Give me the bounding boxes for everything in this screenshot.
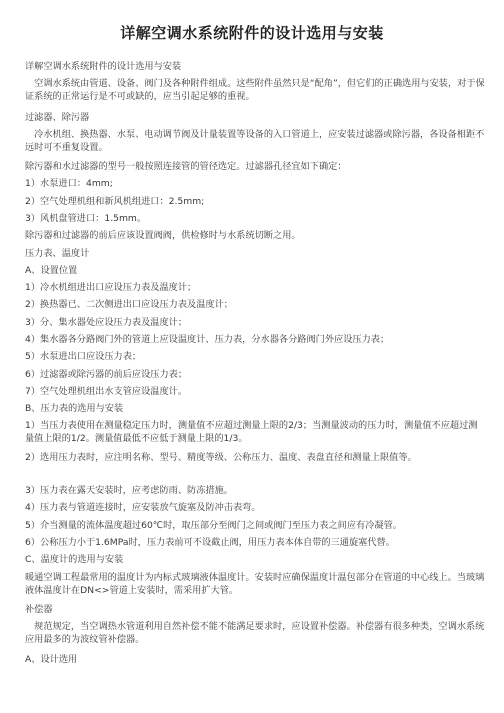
text-line: 2）选用压力表时，应注明名称、型号、精度等级、公称压力、温度、表盘直径和测量上限值等。: [25, 452, 417, 463]
text-line: 除污器和水过滤器的型号一般按照连接管的管径选定。过滤器孔径宜如下确定：: [25, 161, 347, 172]
text-line: 7）空气处理机组出水支管应设温度计。: [25, 386, 188, 397]
text-line: 5）介当测量的流体温度超过60℃时，取压部分至阀门之间或阀门至压力表之间应有冷凝管。: [25, 520, 402, 531]
text-line: 3）压力表在露天安装时，应考虑防雨、防冻措施。: [25, 485, 233, 496]
text-line: 6）过滤器或除污器的前后应设压力表；: [25, 369, 188, 380]
text-line: 详解空调水系统附件的设计选用与安装: [25, 61, 182, 72]
text-line: 过滤器、除污器: [25, 112, 90, 123]
text-line: 3）风机盘管进口：1.5mm。: [25, 213, 147, 224]
text-line: 补偿器: [25, 604, 53, 615]
text-line: 除污器和过滤器的前后应该设置阀阀，供检修时与水系统切断之用。: [25, 230, 301, 241]
text-line: 冷水机组、换热器、水泵、电动调节阀及计量装置等设备的入口管道上，应安装过滤器或除污器，各设备相距不远时可不重复设置。: [25, 129, 485, 153]
text-line: 4）集水器各分路阀门外的管道上应设温度计、压力表，分水器各分路阀门外应设压力表；: [25, 334, 390, 345]
page-title: 详解空调水系统附件的设计选用与安装: [120, 24, 384, 42]
text-line: 2）空气处理机组和新风机组进口：2.5mm;: [25, 196, 205, 207]
text-line: C、温度计的选用与安装: [25, 554, 124, 565]
text-line: 暖通空调工程最常用的温度计为内标式玻璃液体温度计。安装时应确保温度计温包部分在管道的中心线上。当玻璃液体温度计在DN<>管道上安装时，需采用扩大管。: [25, 572, 485, 596]
text-line: 1）水泵进口：4mm;: [25, 178, 113, 189]
text-line: A、设计选用: [25, 654, 78, 665]
text-line: 2）换热器已、二次侧进出口应设压力表及温度计；: [25, 299, 233, 310]
text-line: 3）分、集水器处应设压力表及温度计；: [25, 317, 188, 328]
text-line: 压力表、温度计: [25, 248, 90, 259]
text-line: 4）压力表与管道连接时，应安装放气旋塞及防冲击表弯。: [25, 502, 261, 513]
text-line: B、压力表的选用与安装: [25, 403, 124, 414]
text-line: 1）冷水机组进出口应设压力表及温度计；: [25, 282, 197, 293]
text-line: 空调水系统由管道、设备、阀门及各种附件组成。这些附件虽然只是“配角”，但它们的正确选用与安装，对于保证系统的正常运行是不可或缺的，应当引起足够的重视。: [25, 78, 485, 102]
text-line: 5）水泵进出口应设压力表；: [25, 351, 142, 362]
text-line: 1）当压力表使用在测量稳定压力时，测量值不应超过测量上限的2/3；当测量波动的压力时，测量值不应超过测量值上限的1/2。测量值最低不应低于测量上限的1/3。: [25, 420, 478, 444]
text-line: 6）公称压力小于1.6MPa时，压力表前可不设截止阀，用压力表本体自带的三通旋塞代替。: [25, 537, 395, 548]
text-line: A、设置位置: [25, 265, 78, 276]
text-line: 规范规定，当空调热水管道利用自然补偿不能不能满足要求时，应设置补偿器。补偿器有很多种类，空调水系统应用最多的为波纹管补偿器。: [25, 621, 485, 645]
